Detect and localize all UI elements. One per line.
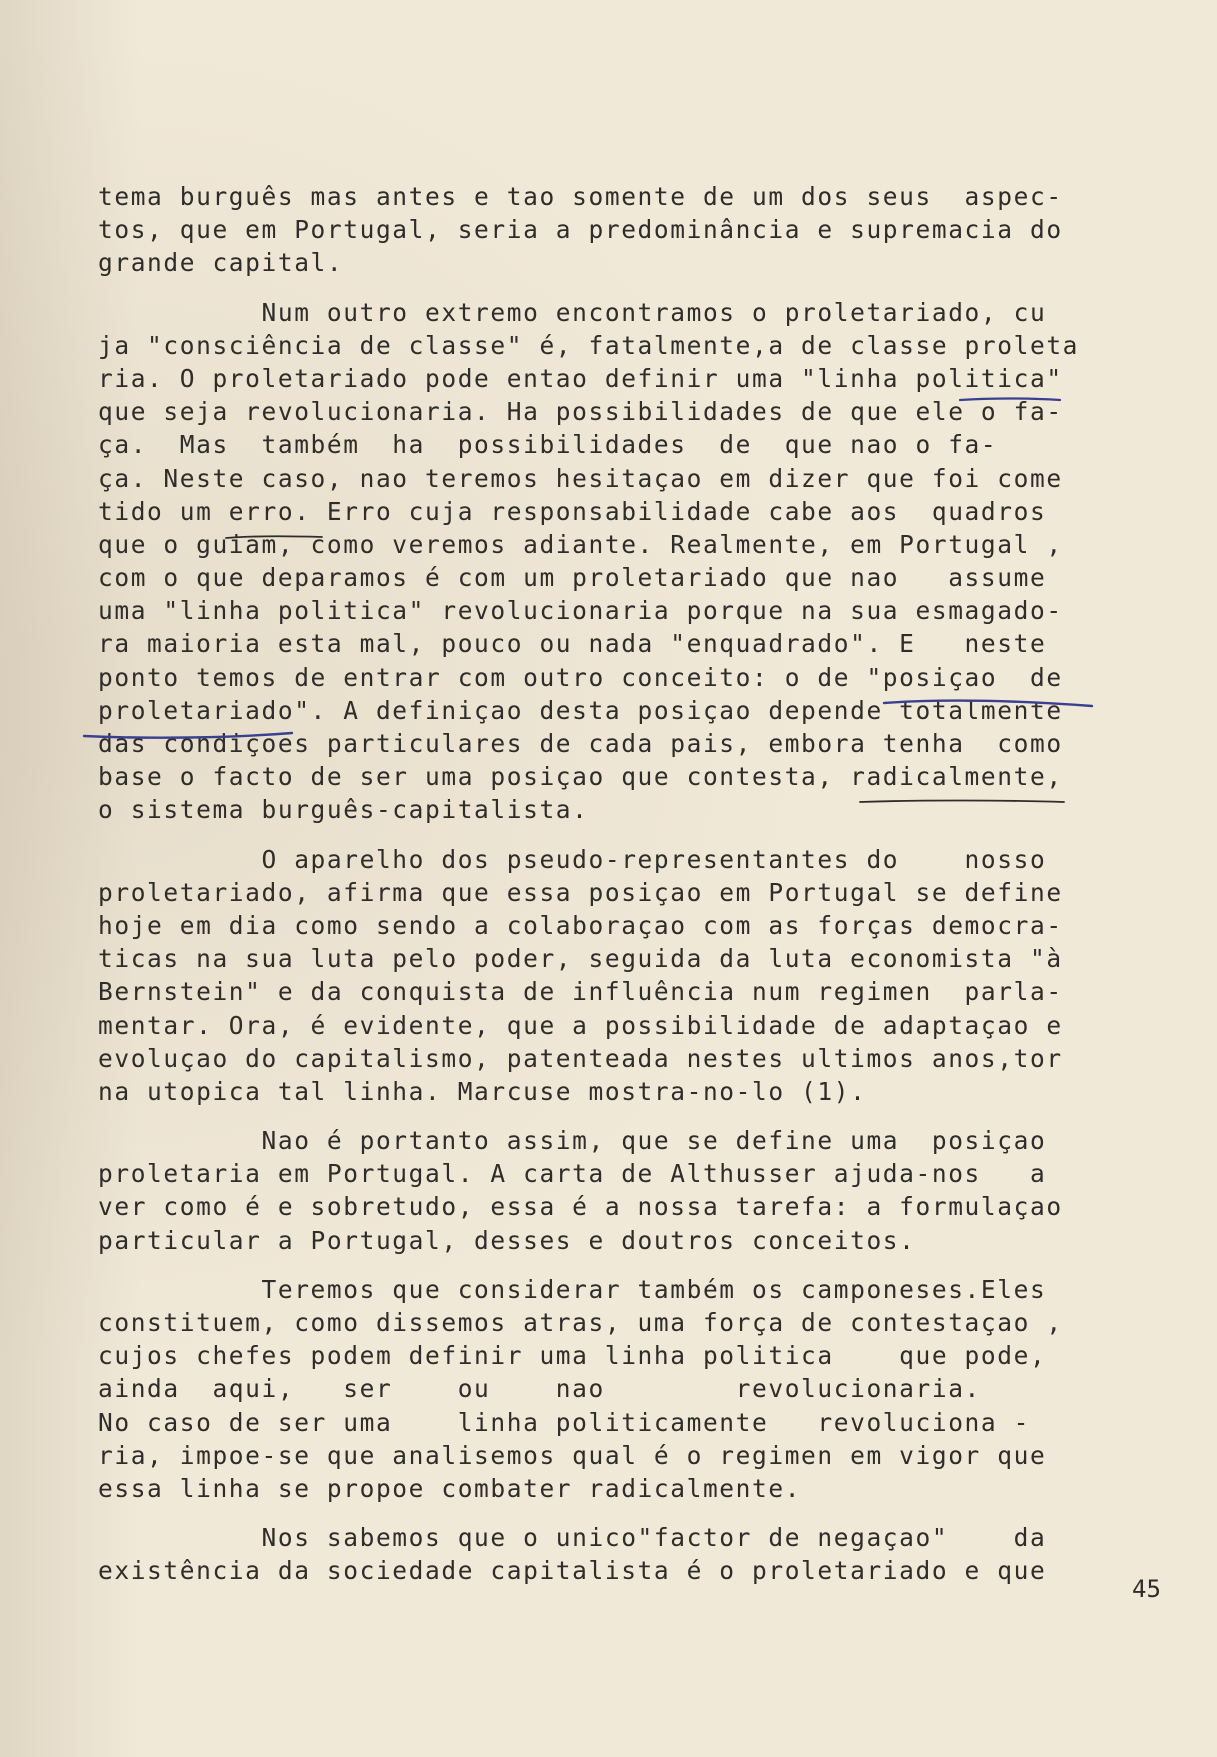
text-line: ja "consciência de classe" é, fatalmente,a de classe proleta (98, 330, 1080, 360)
underline-radicalmente (860, 801, 1064, 803)
text-line: Nao é portanto assim, que se define uma posiçao (98, 1126, 1047, 1156)
text-line: evoluçao do capitalismo, patenteada nestes ultimos anos,tor (98, 1043, 1063, 1073)
text-line: tema burguês mas antes e tao somente de um dos seus aspec- (98, 182, 1063, 211)
text-line: que o guiam, como veremos adiante. Realmente, em Portugal , (98, 529, 1063, 559)
text-line: o sistema burguês-capitalista. (98, 795, 589, 825)
text-line: essa linha se propoe combater radicalmente. (98, 1473, 802, 1503)
underline-posicao-de (884, 701, 1092, 706)
underline-proletariado (84, 733, 292, 738)
text-line: ticas na sua luta pelo poder, seguida da luta economista "à (98, 944, 1063, 974)
text-line: ria, impoe-se que analisemos qual é o regimen em vigor que (98, 1440, 1047, 1470)
text-line: Teremos que considerar também os camponeses.Eles (98, 1274, 1047, 1304)
text-line: ponto temos de entrar com outro conceito: o de "posiçao de (98, 662, 1063, 692)
text-line: uma "linha politica" revolucionaria porque na sua esmagado- (98, 596, 1063, 626)
text-line: cujos chefes podem definir uma linha politica que pode, (98, 1341, 1047, 1371)
text-line: que seja revolucionaria. Ha possibilidades de que ele o fa- (98, 397, 1063, 427)
text-line: Nos sabemos que o unico"factor de negaçao" da (98, 1523, 1047, 1553)
text-line: ria. O proletariado pode entao definir uma "linha politica" (98, 363, 1063, 393)
text-line: Num outro extremo encontramos o proletariado, cu (98, 297, 1047, 327)
underline-erro (226, 536, 322, 538)
text-line: base o facto de ser uma posiçao que contesta, radicalmente, (98, 762, 1063, 792)
text-line: na utopica tal linha. Marcuse mostra-no-lo (1). (98, 1076, 867, 1106)
underline-politica (960, 399, 1060, 401)
text-line: ça. Neste caso, nao teremos hesitaçao em dizer que foi come (98, 463, 1063, 493)
page-number: 45 (1132, 1575, 1161, 1603)
text-line: proletaria em Portugal. A carta de Althusser ajuda-nos a (98, 1159, 1047, 1189)
text-line: proletariado". A definiçao desta posiçao depende totalmente (98, 695, 1063, 725)
text-line: com o que deparamos é com um proletariado que nao assume (98, 563, 1047, 593)
text-line: das condiçoes particulares de cada pais, embora tenha como (98, 729, 1063, 758)
text-line: tido um erro. Erro cuja responsabilidade cabe aos quadros (98, 496, 1047, 526)
text-line: Bernstein" e da conquista de influência num regimen parla- (98, 977, 1063, 1007)
text-line: grande capital. (98, 248, 344, 278)
text-line: ra maioria esta mal, pouco ou nada "enquadrado". E neste (98, 629, 1047, 659)
text-line: particular a Portugal, desses e doutros conceitos. (98, 1225, 916, 1255)
text-line: O aparelho dos pseudo-representantes do nosso (98, 844, 1047, 874)
text-line: ça. Mas também ha possibilidades de que nao o fa- (98, 430, 998, 460)
text-line: constituem, como dissemos atras, uma força de contestaçao , (98, 1308, 1063, 1337)
text-line: mentar. Ora, é evidente, que a possibilidade de adaptaçao e (98, 1010, 1063, 1040)
text-line: ver como é e sobretudo, essa é a nossa tarefa: a formulaçao (98, 1192, 1063, 1222)
text-line: tos, que em Portugal, seria a predominância e supremacia do (98, 215, 1063, 245)
text-line: No caso de ser uma linha politicamente revoluciona - (98, 1407, 1030, 1437)
text-line: ainda aqui, ser ou nao revolucionaria. (98, 1374, 981, 1404)
text-line: existência da sociedade capitalista é o proletariado e que (98, 1556, 1047, 1586)
text-line: proletariado, afirma que essa posiçao em Portugal se define (98, 877, 1063, 907)
text-line: hoje em dia como sendo a colaboraçao com as forças democra- (98, 910, 1063, 940)
